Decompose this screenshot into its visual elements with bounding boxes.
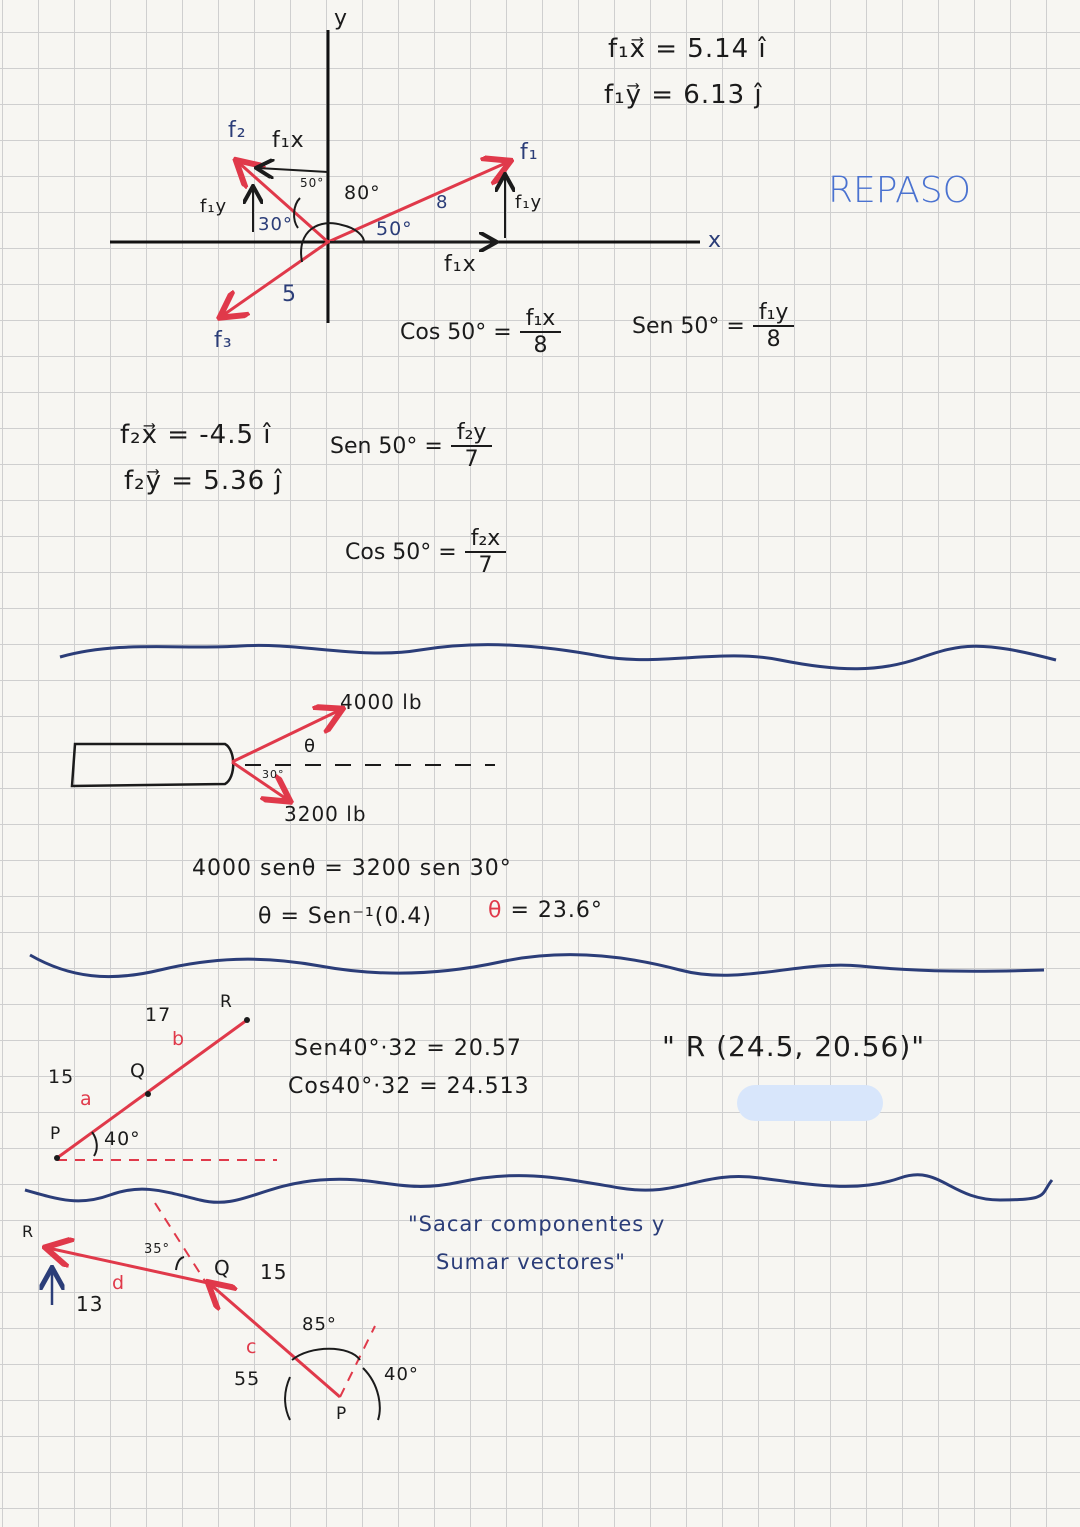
numerator: f₁y xyxy=(753,300,795,327)
equation-left: Sen 50° = xyxy=(330,433,443,459)
sen50-equation xyxy=(632,300,794,352)
angle-50-small: 50° xyxy=(300,176,325,190)
page-title: REPASO xyxy=(828,170,971,211)
f3-label: f₃ xyxy=(214,328,233,353)
point-q-label: Q xyxy=(130,1060,146,1082)
point-r-label: R xyxy=(220,992,233,1012)
point-p-label: P xyxy=(336,1404,348,1424)
equation-left: Cos 50° = xyxy=(400,319,512,345)
f1x-result: f₁x⃗ = 5.14 î xyxy=(608,34,767,64)
f2-label: f₂ xyxy=(228,118,247,143)
force-4000-label: 4000 lb xyxy=(340,690,423,714)
force-3200-label: 3200 lb xyxy=(284,802,367,826)
angle-40-label: 40° xyxy=(104,1128,141,1150)
denominator: 7 xyxy=(478,553,493,578)
note-line-1: "Sacar componentes y xyxy=(408,1212,666,1236)
sen50-f2-equation xyxy=(330,420,492,472)
highlight-mark xyxy=(737,1085,883,1121)
point-p-label: P xyxy=(50,1124,62,1144)
angle-40-label: 40° xyxy=(384,1364,419,1385)
f1y-label-right: f₁y xyxy=(515,192,543,213)
length-13: 13 xyxy=(76,1292,104,1316)
angle-80: 80° xyxy=(344,182,381,204)
section-dividers xyxy=(25,645,1056,1203)
vector-d-label: d xyxy=(112,1272,126,1294)
coordinate-axes xyxy=(110,30,700,323)
boat-diagram xyxy=(72,710,495,800)
angle-85-label: 85° xyxy=(302,1314,337,1335)
f1y-label-left: f₁y xyxy=(200,196,228,217)
equation-left: Sen 50° = xyxy=(632,313,745,339)
denominator: 8 xyxy=(533,333,548,358)
length-15: 15 xyxy=(48,1066,75,1088)
f1x-label-top: f₁x xyxy=(272,128,305,153)
angle-35-label: 35° xyxy=(144,1242,171,1257)
cos40-equation: Cos40°·32 = 24.513 xyxy=(288,1074,530,1099)
y-axis-label: y xyxy=(334,6,349,31)
angle-50-right: 50° xyxy=(376,218,413,240)
theta-equation: θ = Sen⁻¹(0.4) xyxy=(258,904,432,929)
f2x-result: f₂x⃗ = -4.5 î xyxy=(120,420,272,450)
f1y-result: f₁y⃗ = 6.13 ĵ xyxy=(604,80,763,110)
equation-left: Cos 50° = xyxy=(345,539,457,565)
theta-label: θ xyxy=(304,736,317,757)
vector-b-label: b xyxy=(172,1028,186,1050)
sen40-equation: Sen40°·32 = 20.57 xyxy=(294,1036,522,1061)
f2y-result: f₂y⃗ = 5.36 ĵ xyxy=(124,466,283,496)
denominator: 8 xyxy=(766,327,781,352)
f1-label: f₁ xyxy=(520,140,539,165)
angle-30-label: 30° xyxy=(262,768,285,781)
denominator: 7 xyxy=(464,447,479,472)
point-r-label: R xyxy=(22,1222,35,1241)
length-15: 15 xyxy=(260,1260,288,1284)
vector-a-label: a xyxy=(80,1088,93,1110)
f1x-label-bottom: f₁x xyxy=(444,252,477,277)
resultant-r: " R (24.5, 20.56)" xyxy=(662,1030,926,1063)
theta-symbol: θ xyxy=(488,898,503,923)
cos50-f2-equation xyxy=(345,526,506,578)
vector-c-label: c xyxy=(246,1336,258,1358)
theta-result xyxy=(488,898,603,923)
numerator: f₂x xyxy=(465,526,507,553)
point-q-label: Q xyxy=(214,1256,231,1280)
equilibrium-equation: 4000 senθ = 3200 sen 30° xyxy=(192,856,512,881)
numerator: f₁x xyxy=(520,306,562,333)
length-55: 55 xyxy=(234,1368,261,1390)
cos50-equation xyxy=(400,306,561,358)
theta-value: = 23.6° xyxy=(510,898,603,923)
length-17: 17 xyxy=(145,1004,172,1026)
magnitude-5: 5 xyxy=(282,282,297,307)
angle-30: 30° xyxy=(258,214,293,235)
numerator: f₂y xyxy=(451,420,493,447)
magnitude-8: 8 xyxy=(436,192,449,213)
note-line-2: Sumar vectores" xyxy=(436,1250,626,1274)
x-axis-label: x xyxy=(708,228,723,253)
